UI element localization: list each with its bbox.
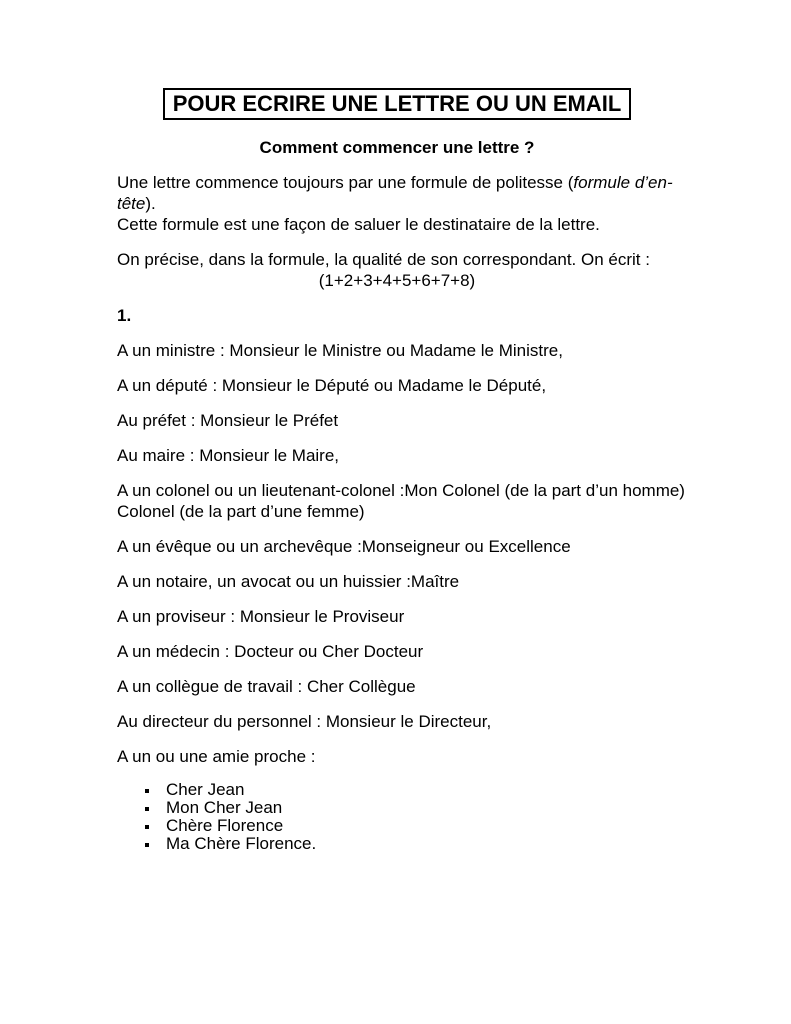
salutation-text-line2: Colonel (de la part d’une femme) <box>117 502 365 521</box>
salutation-entry-maire <box>117 445 677 466</box>
salutation-text: A un député : Monsieur le Député ou Madame le Député, <box>117 376 547 395</box>
salutation-entry-depute <box>117 375 677 396</box>
intro-p1-before: Une lettre commence toujours par une formule de politesse ( <box>117 173 574 192</box>
salutation-text: A un collègue de travail : Cher Collègue <box>117 677 416 696</box>
salutation-text: A un notaire, un avocat ou un huissier :Maître <box>117 572 460 591</box>
intro-paragraph-2 <box>117 249 677 291</box>
salutation-entry-amie <box>117 746 677 767</box>
salutation-entry-proviseur <box>117 606 677 627</box>
salutation-text: A un médecin : Docteur ou Cher Docteur <box>117 642 424 661</box>
salutation-entry-prefet <box>117 410 677 431</box>
page-title: POUR ECRIRE UNE LETTRE OU UN EMAIL <box>163 88 632 120</box>
bullet-list <box>117 781 677 853</box>
salutation-entry-ministre <box>117 340 677 361</box>
list-item-text: Mon Cher Jean <box>166 798 283 817</box>
list-item-text: Chère Florence <box>166 816 284 835</box>
list-item <box>145 799 677 817</box>
salutation-text: Au maire : Monsieur le Maire, <box>117 446 340 465</box>
intro-p1-line2: Cette formule est une façon de saluer le destinataire de la lettre. <box>117 215 600 234</box>
bullet-square-icon <box>145 843 149 847</box>
salutation-entry-notaire <box>117 571 677 592</box>
salutation-text: A un colonel ou un lieutenant-colonel :Mon Colonel (de la part d’un homme) <box>117 481 685 500</box>
list-item-text: Ma Chère Florence. <box>166 834 317 853</box>
intro-p1-italic: formule d’en-tête <box>117 173 673 213</box>
page-subtitle: Comment commencer une lettre ? <box>259 138 535 157</box>
intro-paragraph-1 <box>117 172 677 235</box>
list-item <box>145 835 677 853</box>
list-item <box>145 817 677 835</box>
salutation-text: Au directeur du personnel : Monsieur le Directeur, <box>117 712 492 731</box>
intro-p2-line1: On précise, dans la formule, la qualité de son correspondant. On écrit : <box>117 250 650 269</box>
section-number: 1. <box>117 306 132 325</box>
salutation-entry-colonel <box>117 480 685 522</box>
salutation-entry-eveque <box>117 536 677 557</box>
salutation-entry-medecin <box>117 641 677 662</box>
bullet-square-icon <box>145 807 149 811</box>
salutation-text: A un évêque ou un archevêque :Monseigneur ou Excellence <box>117 537 571 556</box>
salutation-text: A un ministre : Monsieur le Ministre ou Madame le Ministre, <box>117 341 563 360</box>
formula-line: (1+2+3+4+5+6+7+8) <box>318 271 476 290</box>
intro-p1-after: ). <box>145 194 156 213</box>
salutation-entry-directeur <box>117 711 677 732</box>
list-item <box>145 781 677 799</box>
salutation-entry-collegue <box>117 676 677 697</box>
title-row <box>117 88 677 120</box>
salutation-text: A un ou une amie proche : <box>117 747 316 766</box>
salutation-text: Au préfet : Monsieur le Préfet <box>117 411 339 430</box>
bullet-square-icon <box>145 825 149 829</box>
bullet-square-icon <box>145 789 149 793</box>
salutation-text: A un proviseur : Monsieur le Proviseur <box>117 607 405 626</box>
list-item-text: Cher Jean <box>166 780 245 799</box>
